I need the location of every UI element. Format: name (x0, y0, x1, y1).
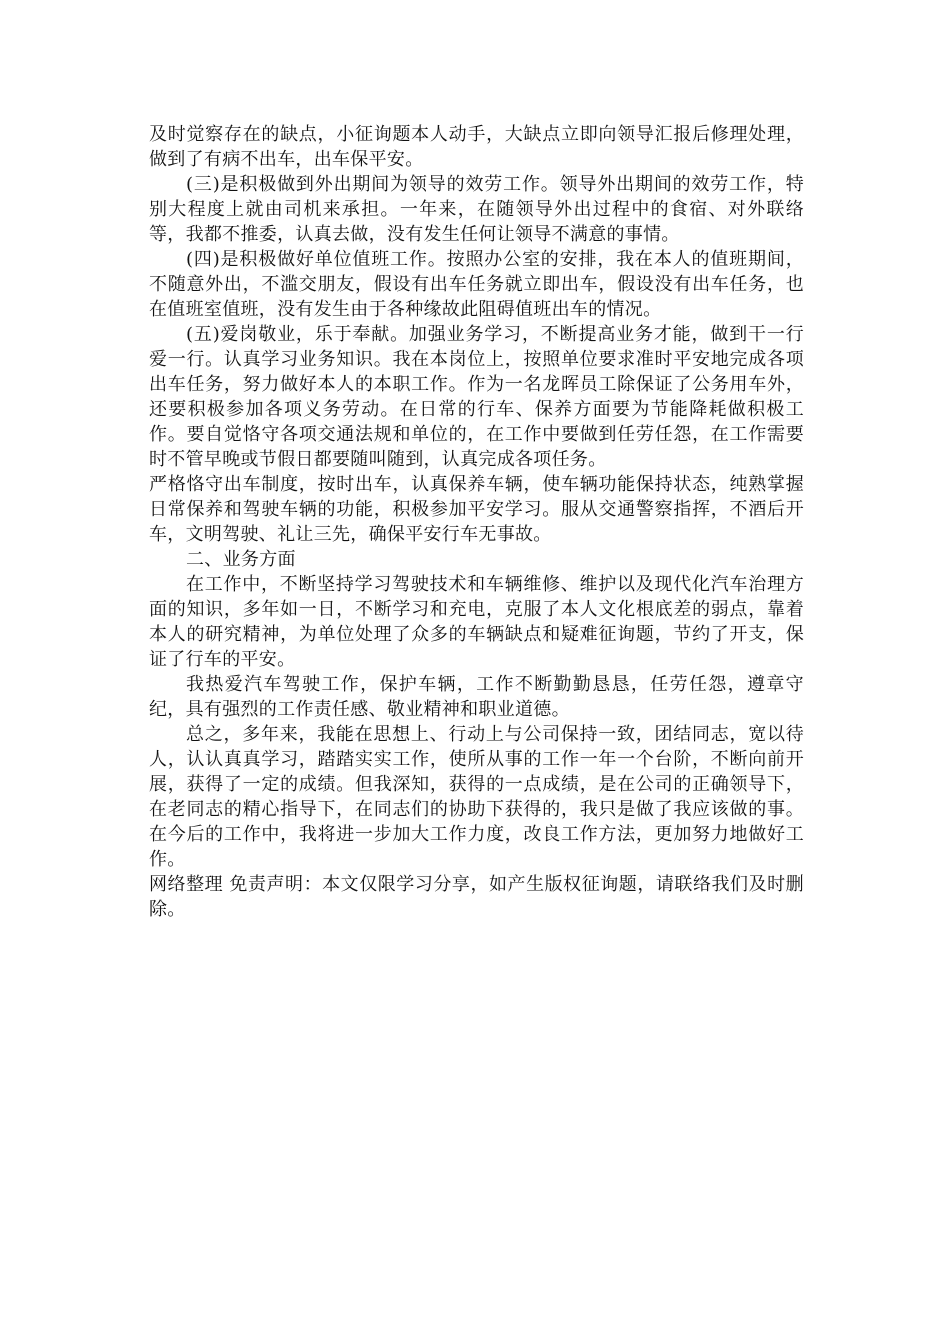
paragraph-work-attitude: 我热爱汽车驾驶工作，保护车辆，工作不断勤勤恳恳，任劳任怨，遵章守纪，具有强烈的工作责任感、敬业精神和职业道德。 (149, 674, 804, 720)
paragraph-continuation: 及时觉察存在的缺点，小征询题本人动手，大缺点立即向领导汇报后修理处理，做到了有病不出车，出车保平安。 (149, 124, 804, 170)
paragraph-section-three: (三)是积极做到外出期间为领导的效劳工作。领导外出期间的效劳工作，特别大程度上就由司机来承担。一年来，在随领导外出过程中的食宿、对外联络等，我都不推委，认真去做，没有发生任何让领导不满意的事情。 (149, 174, 804, 245)
disclaimer-text: 网络整理 免责声明：本文仅限学习分享，如产生版权征询题，请联络我们及时删除。 (149, 874, 804, 920)
paragraph-summary: 总之，多年来，我能在思想上、行动上与公司保持一致，团结同志，宽以待人，认认真真学习，踏踏实实工作，使所从事的工作一年一个台阶，不断向前开展，获得了一定的成绩。但我深知，获得的一点成绩，是在公司的正确领导下，在老同志的精心指导下，在同志们的协助下获得的，我只是做了我应该做的事。在今后的工作中，我将进一步加大工作力度，改良工作方法，更加努力地做好工作。 (149, 724, 804, 870)
paragraph-section-four: (四)是积极做好单位值班工作。按照办公室的安排，我在本人的值班期间，不随意外出，不滥交朋友，假设有出车任务就立即出车，假设没有出车任务，也在值班室值班，没有发生由于各种缘故此阻碍值班出车的情况。 (149, 249, 804, 320)
document-body (149, 122, 804, 922)
paragraph-vehicle-rules: 严格恪守出车制度，按时出车，认真保养车辆，使车辆功能保持状态，纯熟掌握日常保养和驾驶车辆的功能，积极参加平安学习。服从交通警察指挥，不酒后开车，文明驾驶、礼让三先，确保平安行车无事故。 (149, 474, 804, 545)
paragraph-business-study: 在工作中，不断坚持学习驾驶技术和车辆维修、维护以及现代化汽车治理方面的知识，多年如一日，不断学习和充电，克服了本人文化根底差的弱点，靠着本人的研究精神，为单位处理了众多的车辆缺点和疑难征询题，节约了开支，保证了行车的平安。 (149, 574, 804, 670)
paragraph-section-five: (五)爱岗敬业，乐于奉献。加强业务学习，不断提高业务才能，做到干一行爱一行。认真学习业务知识。我在本岗位上，按照单位要求准时平安地完成各项出车任务，努力做好本人的本职工作。作为一名龙晖员工除保证了公务用车外，还要积极参加各项义务劳动。在日常的行车、保养方面要为节能降耗做积极工作。要自觉恪守各项交通法规和单位的，在工作中要做到任劳任怨，在工作需要时不管早晚或节假日都要随叫随到，认真完成各项任务。 (149, 324, 804, 470)
section-heading-business: 二、业务方面 (186, 549, 296, 570)
